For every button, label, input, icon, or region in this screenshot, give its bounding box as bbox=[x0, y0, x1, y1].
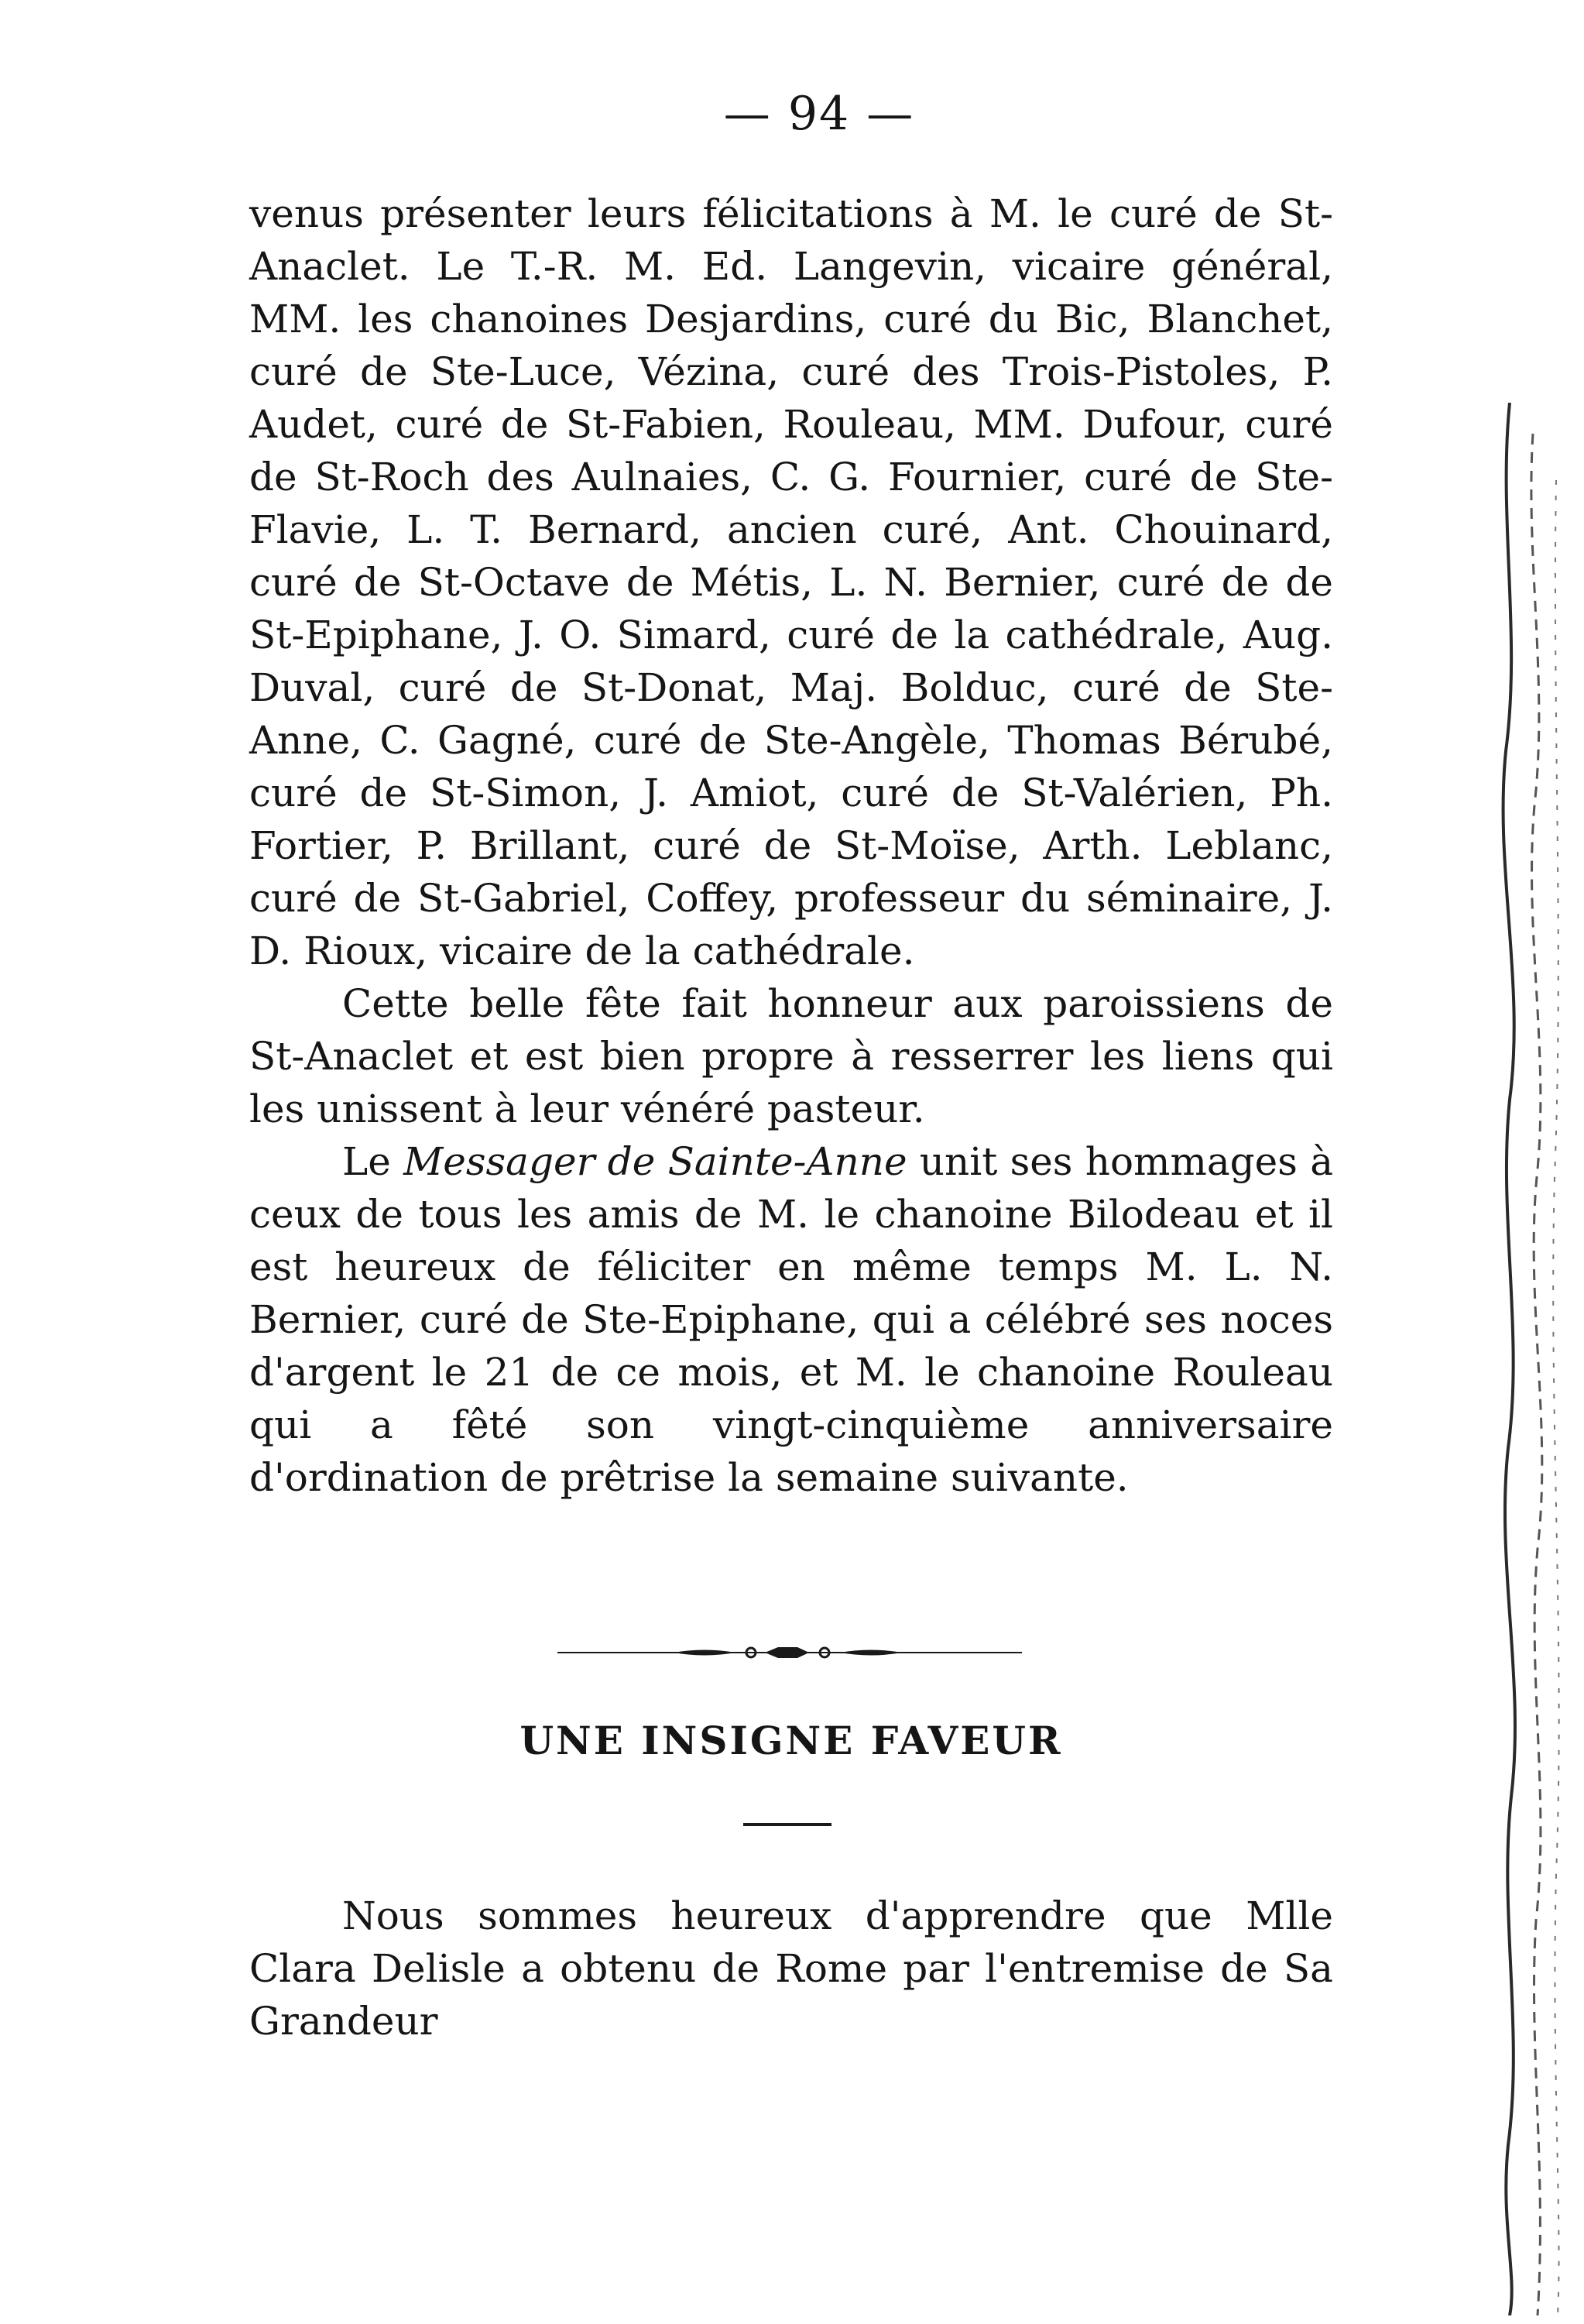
paragraph-messager-lead: Le bbox=[342, 1139, 404, 1184]
paragraph-messager bbox=[249, 1135, 1333, 1504]
ornament-divider bbox=[557, 1645, 1022, 1660]
paragraph-messager-rest: unit ses hommages à ceux de tous les amis de M. le chanoine Bilodeau et il est heureux de féliciter en même temps M. L. N. Bernier, curé de Ste-Epiphane, qui a célébré ses noces d'argent le 21 de ce mois, et M. le chanoine Rouleau qui a fêté son vingt-cinquième anniversaire d'ordination de prêtrise la semaine suivante. bbox=[249, 1139, 1334, 1500]
paragraph-clergy-list: venus présenter leurs félicitations à M. le curé de St-Anaclet. Le T.-R. M. Ed. Langevin, vicaire général, MM. les chanoines Desjardins, curé du Bic, Blanchet, curé de Ste-Luce, Vézina, curé des Trois-Pistoles, P. Audet, curé de St-Fabien, Rouleau, MM. Dufour, curé de St-Roch des Aulnaies, C. G. Fournier, curé de Ste-Flavie, L. T. Bernard, ancien curé, Ant. Chouinard, curé de St-Octave de Métis, L. N. Bernier, curé de de St-Epiphane, J. O. Simard, curé de la cathédrale, Aug. Duval, curé de St-Donat, Maj. Bolduc, curé de Ste-Anne, C. Gagné, curé de Ste-Angèle, Thomas Bérubé, curé de St-Simon, J. Amiot, curé de St-Valérien, Ph. Fortier, P. Brillant, curé de St-Moïse, Arth. Leblanc, curé de St-Gabriel, Coffey, professeur du séminaire, J. D. Rioux, vicaire de la cathédrale. bbox=[249, 191, 1333, 973]
page-number: — 94 — bbox=[723, 87, 915, 141]
section-title: UNE INSIGNE FAVEUR bbox=[519, 1718, 1063, 1763]
publication-title: Messager de Sainte-Anne bbox=[403, 1139, 907, 1184]
title-rule bbox=[743, 1823, 831, 1826]
section-text bbox=[249, 1890, 1333, 2048]
paragraph-celebration: Cette belle fête fait honneur aux paroissiens de St-Anaclet et est bien propre à resserrer les liens qui les unissent à leur vénéré pasteur. bbox=[249, 981, 1333, 1131]
body-text bbox=[249, 187, 1333, 1504]
paragraph-faveur: Nous sommes heureux d'apprendre que Mlle Clara Delisle a obtenu de Rome par l'entremise de Sa Grandeur bbox=[249, 1893, 1333, 2044]
scan-margin-edge bbox=[1463, 403, 1579, 2315]
